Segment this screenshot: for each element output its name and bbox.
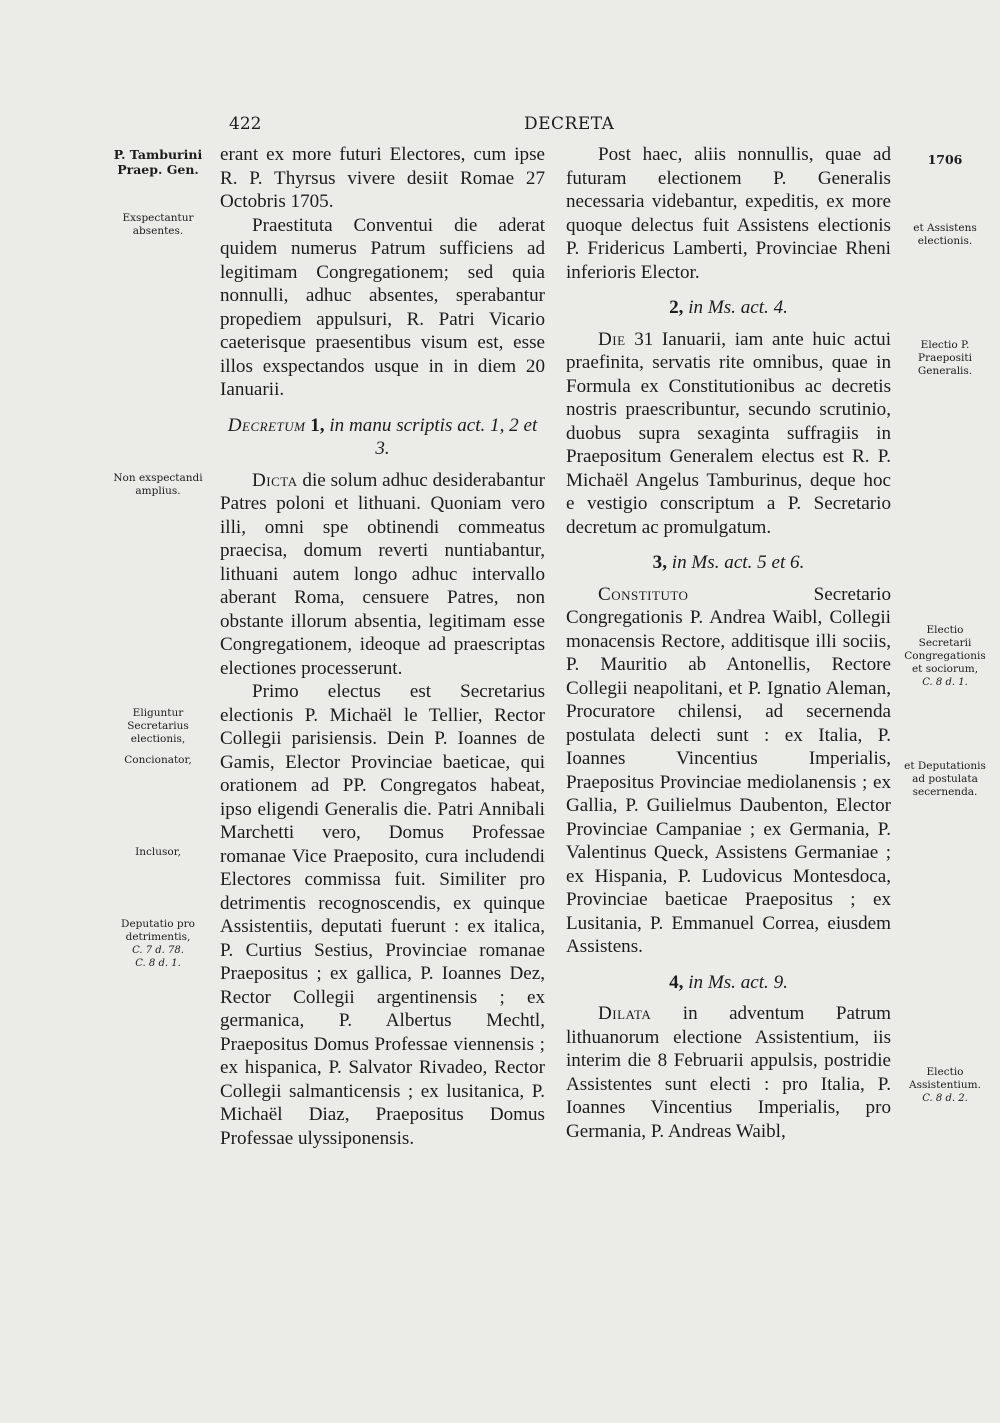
- margin-note-eliguntur: Eliguntur Secretarius electionis,: [127, 707, 189, 745]
- paragraph-text: Secretario Congregationis P. Andrea Waibl, Collegii monacensis Rectore, additisque illi sociis, P. Mauritio ab Antonellis, Rectore Collegii neapolitani, et P. Ignatio Aleman, Procuratore chilensi, ad secernenda postulata delecti sunt : ex Italia, P. Ioannes Vincentius Imperialis, Praepositus Provinciae mediolanensis ; ex Gallia, P. Guilielmus Daubenton, Elector Provinciae Campaniae ; ex Germania, P. Valentinus Queck, Assistens Germaniae ; ex Hispania, P. Ludovicus Montesdoca, Provinciae baeticae Praepositus ; ex Lusitania, P. Emmanuel Correa, eiusdem Assistens.: [566, 583, 891, 957]
- margin-note-electio-secretarii: [900, 624, 990, 689]
- margin-note-electio-assistentium-text: Electio Assistentium.: [909, 1066, 981, 1091]
- lead-word: Dilata: [598, 1003, 652, 1024]
- section-number: 2,: [669, 297, 684, 318]
- margin-note-electio-assistentium: [900, 1066, 990, 1105]
- margin-ref-assistentium: C. 8 d. 2.: [922, 1093, 968, 1104]
- paragraph: Primo electus est Secretarius electionis P. Michaël le Tellier, Rector Collegii parisiensis. Dein P. Ioannes de Gamis, Elector Provinciae baeticae, qui orationem ad PP. Congregatos habeat, ipso eligendi Generalis die. Patri Annibali Marchetti vero, Domus Professae romanae Vice Praeposito, cura includendi Electores commissa fuit. Similiter pro detrimentis recognoscendis, ex quinque Assistentiis, deputati fuerunt : ex italica, P. Curtius Sestius, Provinciae romanae Praepositus ; ex gallica, P. Ioannes Dez, Rector Collegii argentinensis ; ex germanica, P. Albertus Mechtl, Praepositus Domus Professae viennensis ; ex hispanica, P. Salvator Rivadeo, Rector Collegii salmanticensis ; ex lusitanica, P. Michaël Diaz, Praepositus Domus Professae ulyssiponensis.: [220, 681, 545, 1149]
- margin-note-assistens: et Assistens electionis.: [913, 222, 977, 247]
- decretum-heading: [220, 414, 545, 461]
- section-number: 4,: [669, 971, 684, 993]
- paragraph-text: die solum adhuc desiderabantur Patres poloni et lithuani. Quoniam vero illi, omni spe obtinendi commeatus praecisa, domum reverti nuntiabantur, lithuani autem longo adhuc intervallo aberant Roma, censuere Patres, non obstante illorum absentia, legitimam esse Congregationem, ideoque ad praescriptas electiones processerunt.: [220, 469, 545, 679]
- right-column: [566, 143, 891, 1143]
- decretum-number: 1,: [310, 414, 325, 436]
- margin-note-deputationis: et Deputationis ad postulata secernenda.: [904, 760, 986, 798]
- margin-ref-c8: C. 8 d. 1.: [135, 958, 181, 969]
- running-head: DECRETA: [524, 114, 615, 134]
- paragraph: [566, 583, 891, 959]
- margin-ref-secretarii: C. 8 d. 1.: [922, 677, 968, 688]
- margin-year: 1706: [927, 152, 963, 167]
- section-heading-3: [566, 551, 891, 575]
- paragraph-text: in adventum Patrum lithuanorum electione Assistentium, iis interim die 8 Februarii appulsis, postridie Assistentes sunt electi : pro Italia, P. Ioannes Vincentius Imperialis, pro Germania, P. Andreas Waibl,: [566, 1003, 891, 1142]
- paragraph: Praestituta Conventui die aderat quidem numerus Patrum sufficiens ad legitimam Congregationem; sed quia nonnulli, adhuc absentes, sperabantur propediem appulsuri, R. Patri Vicario caeterisque praesentibus visum est, esse illos exspectandos usque in in diem 20 Ianuarii.: [220, 214, 545, 400]
- paragraph: [566, 328, 891, 540]
- margin-note-electio-generalis: Electio P. Praepositi Generalis.: [917, 339, 973, 377]
- decretum-label: Decretum: [227, 414, 306, 436]
- margin-note-deputatio-text: Deputatio pro detrimentis,: [121, 918, 195, 943]
- left-column: [220, 143, 545, 1150]
- margin-note-electio-secretarii-text: Electio Secretarii Congregationis et sociorum,: [904, 624, 986, 675]
- paragraph: [220, 469, 545, 681]
- lead-word: Die: [598, 328, 626, 350]
- section-heading-4: [566, 971, 891, 995]
- margin-note-concionator: Concionator,: [124, 754, 192, 766]
- section-text: in Ms. act. 4.: [688, 297, 788, 318]
- margin-ref-c7: C. 7 d. 78.: [132, 945, 184, 956]
- page-number: 422: [229, 114, 262, 134]
- lead-word: Constituto: [598, 583, 689, 605]
- paragraph: [566, 1002, 891, 1143]
- paragraph-text: 31 Ianuarii, iam ante huic actui praefinita, servatis rite omnibus, quae in Formula ex Constitutionibus ac decretis nostris praescribuntur, secundo scrutinio, duobus supra sexaginta suffragiis in Praepositum Generalem electus est R. P. Michaël Angelus Tamburinus, deque hoc e vestigio conscriptum a P. Secretario decretum ac promulgatum.: [566, 328, 891, 538]
- margin-note-inclusor: Inclusor,: [135, 846, 181, 858]
- decretum-text: in manu scriptis act. 1, 2 et 3.: [329, 414, 538, 459]
- margin-author: P. Tamburini Praep. Gen.: [113, 147, 203, 177]
- section-heading-2: [566, 296, 891, 320]
- section-text: in Ms. act. 5 et 6.: [671, 552, 805, 573]
- margin-note-exspectantur: Exspectantur absentes.: [122, 212, 194, 237]
- margin-note-non-exspectandi: Non exspectandi amplius.: [113, 472, 203, 497]
- margin-note-deputatio: [108, 918, 208, 970]
- section-text: in Ms. act. 9.: [688, 971, 788, 993]
- lead-word: Dicta: [252, 469, 298, 491]
- paragraph: erant ex more futuri Electores, cum ipse R. P. Thyrsus vivere desiit Romae 27 Octobris 1705.: [220, 144, 545, 212]
- section-number: 3,: [652, 552, 667, 573]
- paragraph: Post haec, aliis nonnullis, quae ad futuram electionem P. Generalis necessaria videbantur, expeditis, ex more quoque delectus fuit Assistens electionis P. Fridericus Lamberti, Provinciae Rheni inferioris Elector.: [566, 144, 891, 283]
